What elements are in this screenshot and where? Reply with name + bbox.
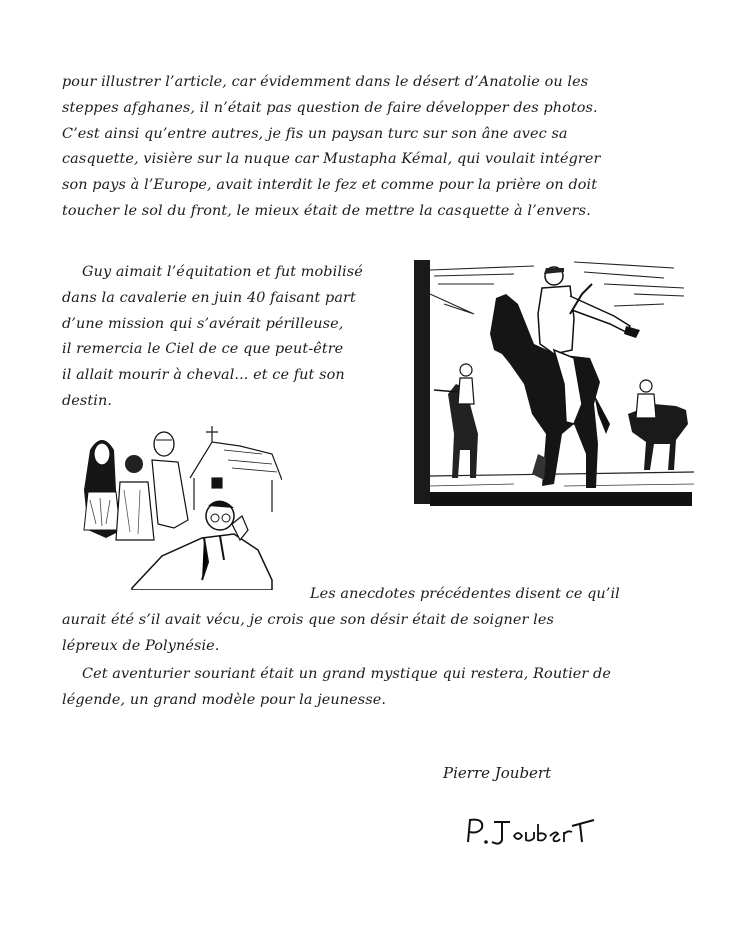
handwritten-signature <box>460 812 600 852</box>
paragraph-mystic <box>62 662 710 714</box>
text-line: steppes afghanes, il n’était pas question de faire développer des photos. <box>62 99 598 116</box>
people-illustration <box>72 420 282 590</box>
author-name: Pierre Joubert <box>443 764 552 782</box>
text-line: il remercia le Ciel de ce que peut-être <box>62 341 344 358</box>
text-line: casquette, visière sur la nuque car Mustapha Kémal, qui voulait intégrer <box>62 151 601 168</box>
cavalry-illustration <box>414 254 694 516</box>
text-line: Cet aventurier souriant était un grand mystique qui restera, Routier de <box>82 666 611 682</box>
text-line: Guy aimait l’équitation et fut mobilisé <box>82 264 363 280</box>
text-line: Les anecdotes précédentes disent ce qu’il <box>310 586 620 602</box>
paragraph-leper-dream <box>62 582 710 659</box>
text-line: lépreux de Polynésie. <box>62 637 220 654</box>
text-line: légende, un grand modèle pour la jeunesse. <box>62 691 387 708</box>
text-line: pour illustrer l’article, car évidemment dans le désert d’Anatolie ou les <box>62 74 589 90</box>
paragraph-anecdote <box>62 70 710 225</box>
text-line: d’une mission qui s’avérait périlleuse, <box>62 315 344 332</box>
text-line: il allait mourir à cheval... et ce fut son <box>62 367 345 384</box>
text-line: dans la cavalerie en juin 40 faisant part <box>62 289 356 306</box>
text-line: toucher le sol du front, le mieux était de mettre la casquette à l’envers. <box>62 202 591 219</box>
paragraph-cavalry <box>62 260 408 415</box>
text-line: destin. <box>62 392 113 409</box>
text-line: aurait été s’il avait vécu, je crois que son désir était de soigner les <box>62 611 554 628</box>
text-line: C’est ainsi qu’entre autres, je fis un paysan turc sur son âne avec sa <box>62 125 568 142</box>
text-line: son pays à l’Europe, avait interdit le fez et comme pour la prière on doit <box>62 177 598 194</box>
